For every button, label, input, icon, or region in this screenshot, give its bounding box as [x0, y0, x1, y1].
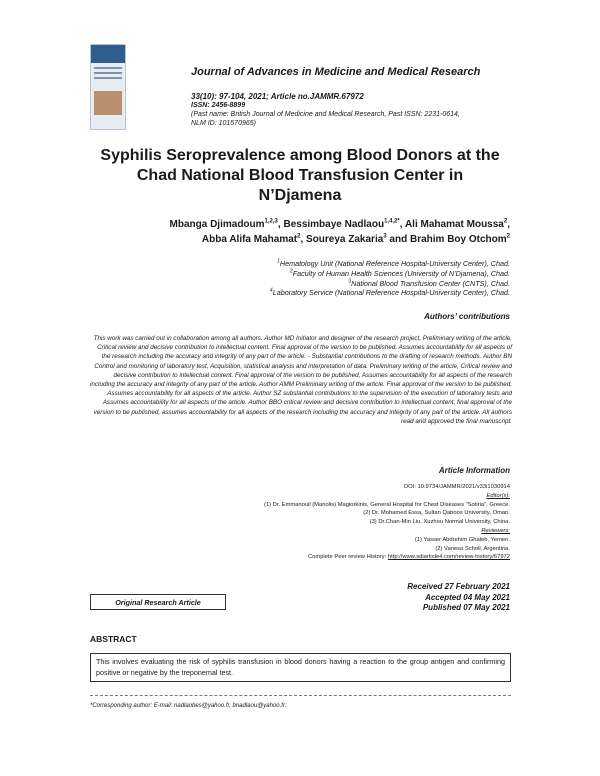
journal-meta	[191, 92, 460, 128]
author-name: Mbanga Djimadoum	[169, 219, 265, 230]
journal-name: Journal of Advances in Medicine and Medical Research	[191, 66, 481, 78]
affiliation-list	[150, 259, 510, 298]
affiliation-text: National Blood Transfusion Center (CNTS), Chad.	[351, 278, 510, 288]
article-info	[90, 483, 510, 562]
review-history-link[interactable]: http://www.sdiarticle4.com/review-history/67972	[387, 554, 510, 561]
journal-cover-thumbnail	[90, 44, 126, 130]
author-name: Abba Alifa Mahamat	[201, 234, 298, 245]
reviewer-entry: (2) Vanesa Scholl, Argentina.	[435, 545, 510, 552]
title-line: N’Djamena	[258, 187, 342, 204]
affiliation-num: 4	[269, 288, 273, 294]
author-separator: ,	[277, 219, 284, 230]
title-line: Chad National Blood Transfusion Center in	[136, 167, 464, 184]
article-type-box: Original Research Article	[90, 594, 226, 610]
affiliation	[150, 279, 510, 289]
review-history	[90, 553, 510, 562]
affiliation	[150, 269, 510, 279]
reviewers-label: Reviewers:	[481, 527, 510, 534]
author-separator: ,	[507, 219, 510, 230]
journal-past-name: (Past name: British Journal of Medicine and Medical Research, Past ISSN: 2231-0614,	[191, 111, 460, 118]
affiliation-num: 3	[348, 278, 352, 285]
author-list	[70, 217, 510, 247]
footnote-divider	[90, 695, 511, 696]
reviewer-entry: (1) Yasser Abdrehim Ghaleb, Yemen.	[414, 536, 510, 543]
editors-label: Editor(s):	[486, 492, 510, 499]
accepted-date: Accepted 04 May 2021	[425, 592, 510, 602]
cover-stripe	[94, 67, 122, 69]
author-affil-sup: 2	[506, 233, 510, 240]
abstract-heading: ABSTRACT	[90, 634, 137, 644]
author-name: Ali Mahamat Moussa	[404, 219, 504, 230]
author-name: Brahim Boy Otchom	[409, 234, 507, 245]
affiliation-num: 2	[289, 268, 293, 275]
affiliation	[150, 259, 510, 269]
received-date: Received 27 February 2021	[407, 582, 510, 591]
contributions-heading: Authors’ contributions	[424, 312, 510, 321]
article-info-heading: Article Information	[438, 466, 510, 475]
affiliation-num: 1	[277, 258, 280, 265]
author-name: Soureya Zakaria	[306, 234, 384, 245]
cover-stripe	[94, 72, 122, 74]
journal-nlm-id: NLM ID: 101570965)	[191, 120, 256, 127]
article-dates	[407, 582, 510, 614]
contributions-text: This work was carried out in collaboration among all authors. Author MD Initiator and designer of the research project, Preliminary writing of the article, Critical review and decisive contribution to intellectual content. Final approval of the version to be published, Assumes accountability for all aspects of the research including the accuracy and integrity of any part of the article. - Substantial contributions to the drafting of research methods. Author BN Control and monitoring of laboratory test, Acquisition, statistical analysis and interpretation of data. Preliminary writing of the article, Critical review and decisive contribution to intellectual content. Final approval of the version to be published, Assumes accountability for all aspects of the research including the accuracy and integrity of any part of the article. Author AMM Preliminary writing of the article. Final approval of the version to be published, Assumes accountability for all aspects of the article. Author SZ substantial contributions to the supervision of the execution of laboratory tests and Assumes accountability for all aspects of the article. Author BBO critical review and decisive contribution to intellectual content, final approval of the version to be published, assumes accountability for all aspects of the research including the accuracy and integrity of any part of the article. All authors read and approved the final manuscript.	[90, 335, 512, 425]
cover-photo	[94, 91, 122, 115]
author-name: Bessimbaye Nadlaou	[283, 219, 385, 230]
author-line	[70, 217, 510, 232]
author-separator: and	[386, 234, 410, 245]
abstract-text: This involves evaluating the risk of syphilis transfusion in blood donors having a reaction to the group antigen and confirming positive or negative by the treponemal test.	[90, 653, 511, 682]
cover-header-band	[91, 45, 125, 63]
author-affil-sup: 2	[503, 218, 508, 225]
published-date: Published 07 May 2021	[422, 603, 510, 612]
doi: DOI: 10.9734/JAMMR/2021/v33i1030914	[403, 484, 510, 490]
paper-title	[60, 146, 540, 206]
author-separator: ,	[399, 219, 405, 230]
author-affil-sup: 3	[383, 233, 387, 240]
cover-stripe	[94, 77, 122, 79]
journal-citation: 33(10): 97-104, 2021; Article no.JAMMR.67972	[191, 92, 364, 101]
author-affil-sup: 1,2,3	[264, 218, 278, 225]
author-affil-sup: 1,4,2*	[384, 218, 400, 225]
corresponding-author-footnote: *Corresponding author: E-mail: nadlaobes@yahoo.fr, bnadlaou@yahoo.fr;	[90, 703, 287, 709]
editor-entry: (3) Dr.Chan-Min Liu, Xuzhou Normal University, China.	[369, 519, 510, 526]
title-line: Syphilis Seroprevalence among Blood Donors at the	[100, 147, 500, 164]
journal-issn: ISSN: 2456-8899	[191, 102, 246, 109]
editor-entry: (2) Dr. Mohamed Essa, Sultan Qaboos University, Oman.	[363, 510, 510, 517]
author-line	[70, 232, 510, 247]
author-affil-sup: 2	[297, 233, 301, 240]
affiliation-text: Laboratory Service (National Reference Hospital-University Center), Chad.	[272, 288, 510, 298]
review-history-label: Complete Peer review History:	[307, 554, 387, 561]
author-separator: ,	[300, 234, 307, 245]
editor-entry: (1) Dr. Emmanouil (Manolis) Magiorkinis, General Hospital for Chest Diseases "Sotiria", Greece.	[263, 501, 510, 508]
affiliation-text: Faculty of Human Health Sciences (University of N’Djamena), Chad.	[292, 268, 510, 278]
affiliation-text: Hematology Unit (National Reference Hospital-University Center), Chad.	[279, 259, 510, 268]
affiliation	[150, 288, 510, 298]
